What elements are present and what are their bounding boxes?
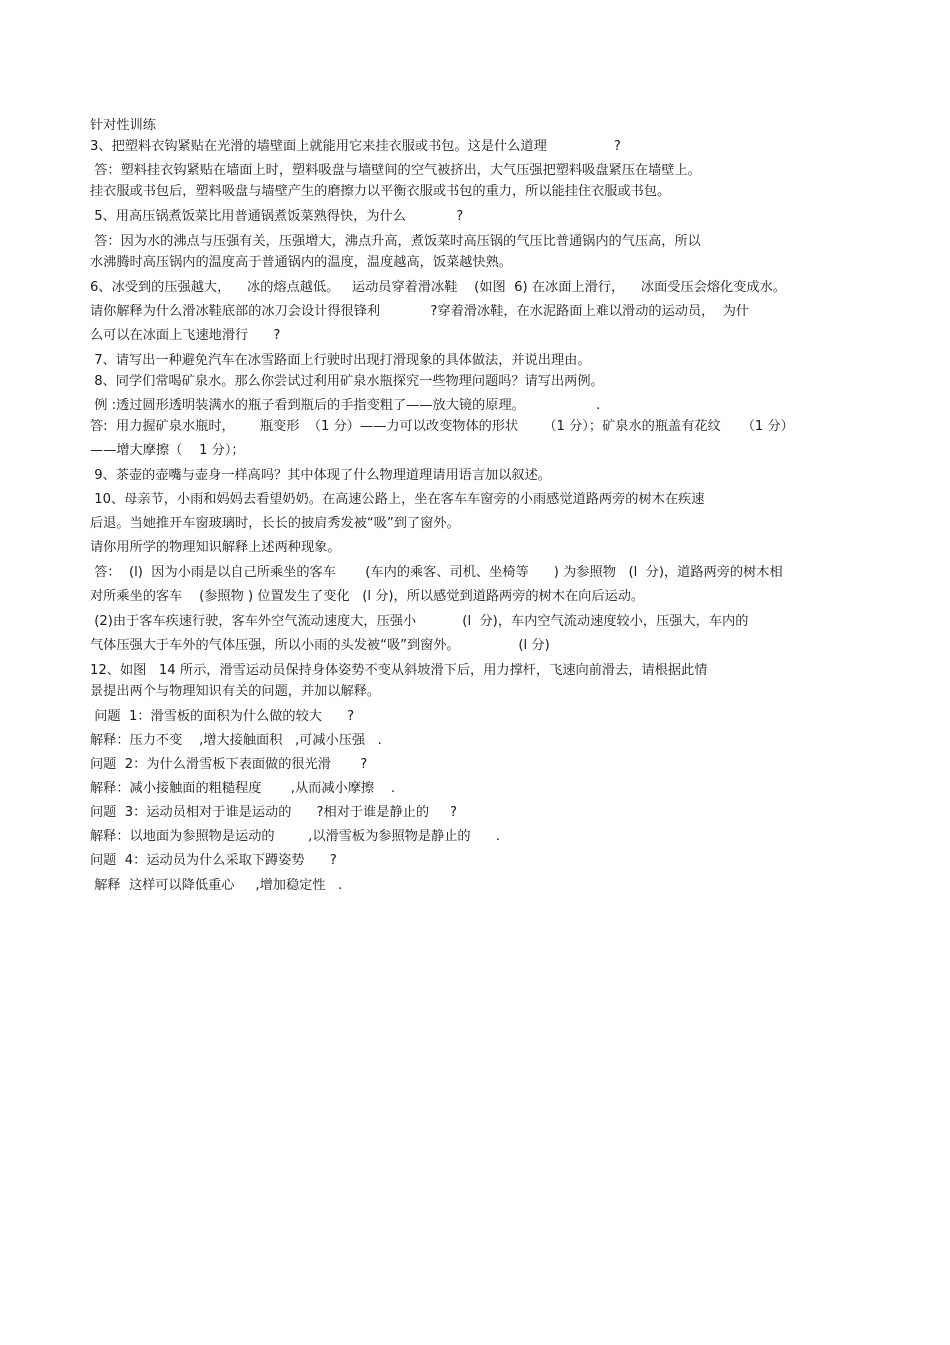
explanation-4: 解释 这样可以降低重心 ,增加稳定性 . bbox=[90, 878, 343, 893]
question-6-line-3: 么可以在冰面上飞速地滑行 ? bbox=[90, 328, 281, 343]
explanation-1: 解释：压力不变 ,增大接触面积 ,可减小压强 . bbox=[90, 733, 382, 748]
section-title: 针对性训练 bbox=[90, 118, 156, 133]
sub-question-4: 问题 4：运动员为什么采取下蹲姿势 ? bbox=[90, 853, 337, 868]
question-6-line-2: 请你解释为什么滑冰鞋底部的冰刀会设计得很锋利 ?穿着滑冰鞋，在水泥路面上难以滑动的运动员， 为什 bbox=[90, 304, 750, 319]
sub-question-1: 问题 1：滑雪板的面积为什么做的较大 ? bbox=[90, 709, 355, 724]
question-10-line-3: 请你用所学的物理知识解释上述两种现象。 bbox=[90, 540, 341, 555]
example-8: 例 :透过圆形透明装满水的瓶子看到瓶后的手指变粗了——放大镜的原理。 . bbox=[90, 398, 601, 413]
question-6-line-1: 6、冰受到的压强越大， 冰的熔点越低。 运动员穿着滑冰鞋 (如图 6) 在冰面上滑行， 冰面受压会熔化变成水。 bbox=[90, 280, 786, 295]
explanation-2: 解释：减小接触面的粗糙程度 ,从而减小摩擦 . bbox=[90, 781, 396, 796]
answer-10-line-3: (2)由于客车疾速行驶，客车外空气流动速度大，压强小 (l 分)，车内空气流动速度较小，压强大，车内的 bbox=[90, 614, 749, 629]
sub-question-3: 问题 3：运动员相对于谁是运动的 ?相对于谁是静止的 ? bbox=[90, 805, 458, 820]
question-8: 8、同学们常喝矿泉水。那么你尝试过利用矿泉水瓶探究一些物理问题吗？请写出两例。 bbox=[90, 374, 604, 389]
answer-3-line-2: 挂衣服或书包后，塑料吸盘与墙壁产生的磨擦力以平衡衣服或书包的重力，所以能挂住衣服或书包。 bbox=[90, 184, 671, 199]
question-5: 5、用高压锅煮饭菜比用普通锅煮饭菜熟得快，为什么 ? bbox=[90, 209, 464, 224]
question-3: 3、把塑料衣钩紧贴在光滑的墙壁面上就能用它来挂衣服或书包。这是什么道理 ? bbox=[90, 139, 621, 154]
answer-10-line-1: 答： (l) 因为小雨是以自己所乘坐的客车 (车内的乘客、司机、坐椅等 ) 为参照物 (l 分)，道路两旁的树木相 bbox=[90, 565, 783, 580]
question-9: 9、茶壶的壶嘴与壶身一样高吗？其中体现了什么物理道理请用语言加以叙述。 bbox=[90, 468, 551, 483]
answer-10-line-2: 对所乘坐的客车 (参照物 ) 位置发生了变化 (l 分)，所以感觉到道路两旁的树木在向后运动。 bbox=[90, 589, 645, 604]
answer-5-line-2: 水沸腾时高压锅内的温度高于普通锅内的温度，温度越高，饭菜越快熟。 bbox=[90, 255, 512, 270]
question-10-line-1: 10、母亲节，小雨和妈妈去看望奶奶。在高速公路上，坐在客车车窗旁的小雨感觉道路两旁的树木在疾速 bbox=[90, 492, 705, 507]
question-7: 7、请写出一种避免汽车在冰雪路面上行驶时出现打滑现象的具体做法，并说出理由。 bbox=[90, 353, 591, 368]
answer-5-line-1: 答：因为水的沸点与压强有关，压强增大，沸点升高，煮饭菜时高压锅的气压比普通锅内的气压高，所以 bbox=[90, 234, 701, 249]
explanation-3: 解释：以地面为参照物是运动的 ,以滑雪板为参照物是静止的 . bbox=[90, 829, 500, 844]
question-12-line-1: 12、如图 14 所示，滑雪运动员保持身体姿势不变从斜坡滑下后，用力撑杆，飞速向前滑去，请根据此情 bbox=[90, 663, 708, 678]
answer-3-line-1: 答：塑料挂衣钩紧贴在墙面上时，塑料吸盘与墙壁间的空气被挤出，大气压强把塑料吸盘紧压在墙壁上。 bbox=[90, 163, 701, 178]
answer-8-line-2: ——增大摩擦（ 1 分）； bbox=[90, 443, 245, 458]
answer-10-line-4: 气体压强大于车外的气体压强，所以小雨的头发被“吸”到窗外。 (l 分) bbox=[90, 638, 550, 653]
question-10-line-2: 后退。当她推开车窗玻璃时，长长的披肩秀发被“吸”到了窗外。 bbox=[90, 516, 460, 531]
answer-8-line-1: 答: 用力握矿泉水瓶时， 瓶变形 （1 分）——力可以改变物体的形状 （1 分）；矿泉水的瓶盖有花纹 （1 分） bbox=[90, 419, 794, 434]
sub-question-2: 问题 2：为什么滑雪板下表面做的很光滑 ? bbox=[90, 757, 368, 772]
question-12-line-2: 景提出两个与物理知识有关的问题，并加以解释。 bbox=[90, 684, 381, 699]
